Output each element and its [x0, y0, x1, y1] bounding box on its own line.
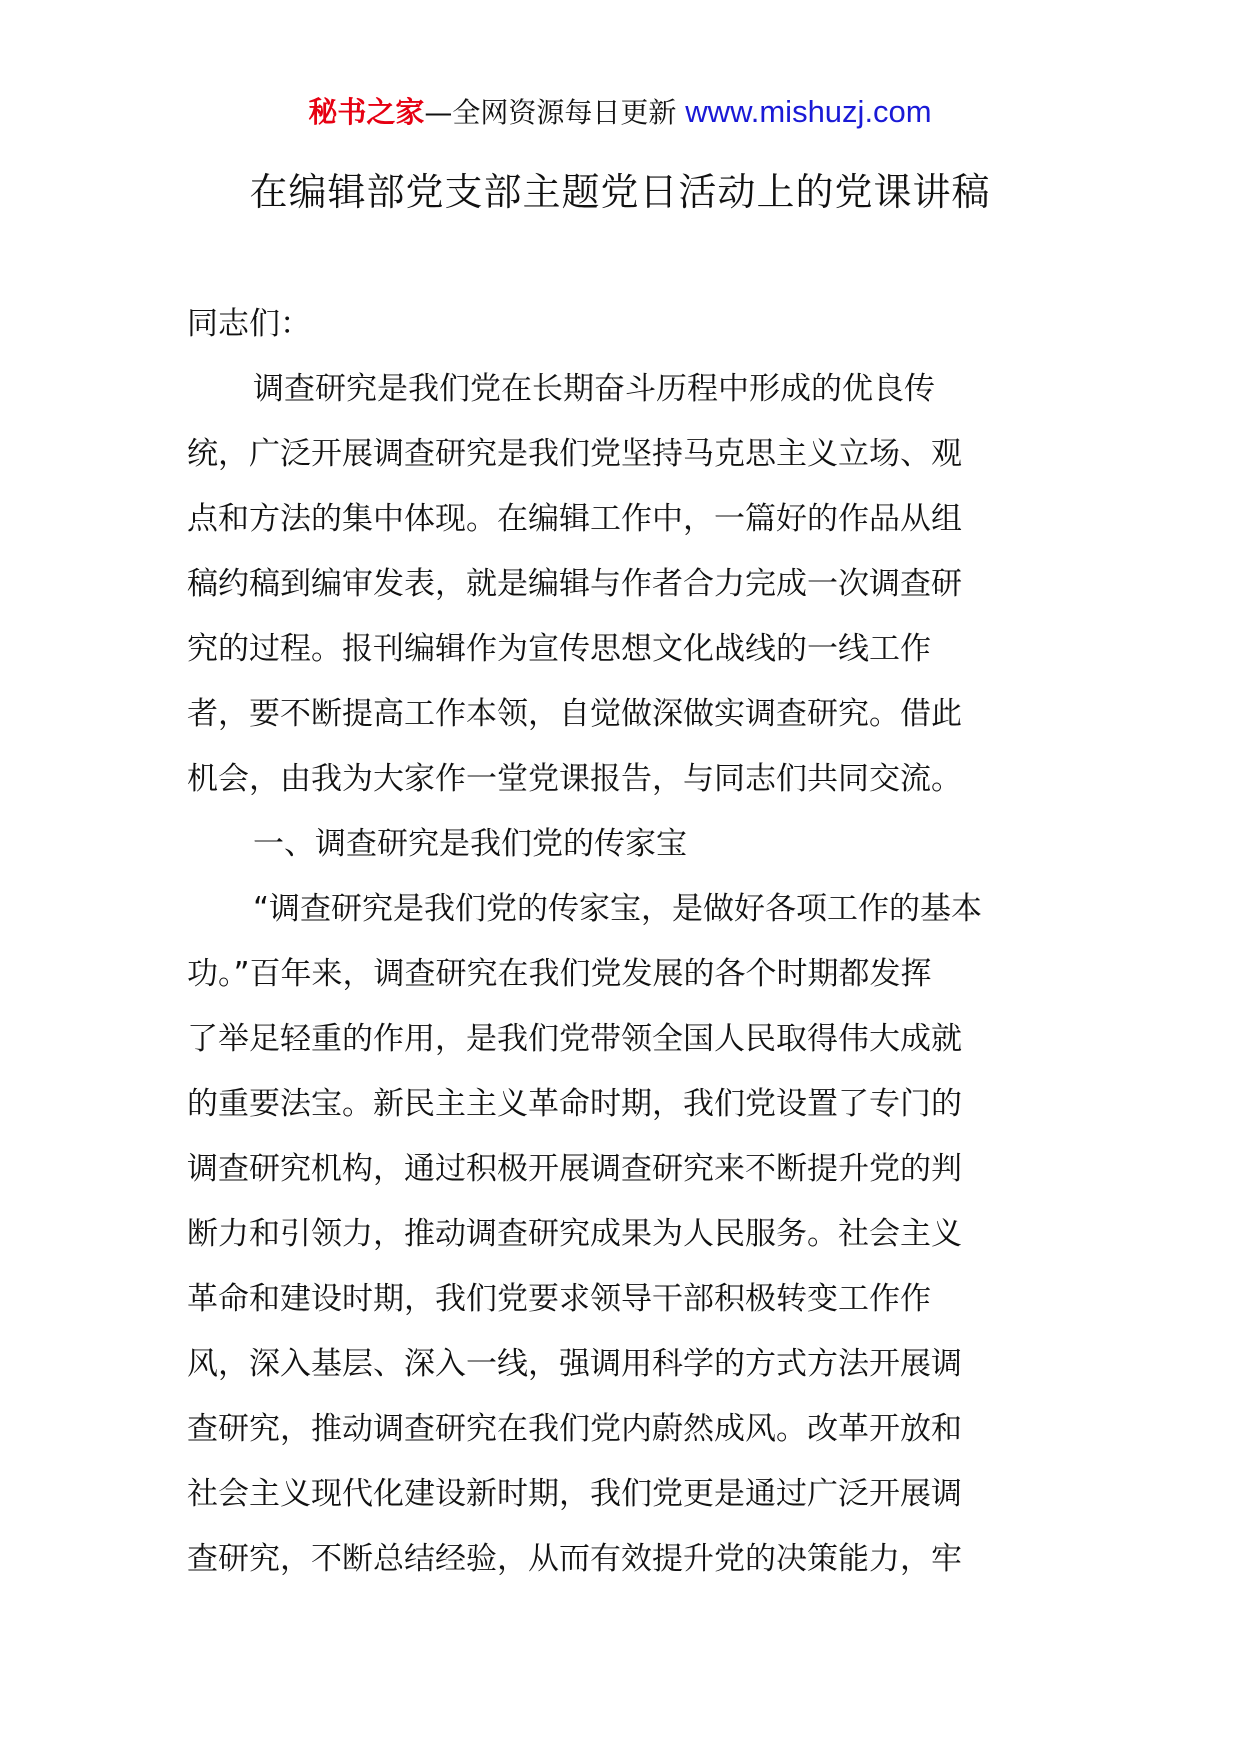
paragraph-line: 风，深入基层、深入一线，强调用科学的方式方法开展调	[187, 1346, 962, 1382]
paragraph-line: 调查研究是我们党在长期奋斗历程中形成的优良传	[253, 371, 935, 407]
site-url-link[interactable]: www.mishuzj.com	[685, 94, 932, 129]
paragraph-line: 社会主义现代化建设新时期，我们党更是通过广泛开展调	[187, 1476, 962, 1512]
paragraph-line: 统，广泛开展调查研究是我们党坚持马克思主义立场、观	[187, 436, 962, 472]
paragraph-line: 者，要不断提高工作本领，自觉做深做实调查研究。借此	[187, 696, 962, 732]
paragraph-line: 稿约稿到编审发表，就是编辑与作者合力完成一次调查研	[187, 566, 962, 602]
site-name: 秘书之家	[308, 95, 425, 129]
site-header	[0, 92, 1240, 133]
paragraph-line: 的重要法宝。新民主主义革命时期，我们党设置了专门的	[187, 1086, 962, 1122]
document-title: 在编辑部党支部主题党日活动上的党课讲稿	[249, 170, 991, 214]
document-body	[187, 292, 1057, 1592]
paragraph-line: 功。”百年来，调查研究在我们党发展的各个时期都发挥	[187, 956, 932, 992]
paragraph-line: 断力和引领力，推动调查研究成果为人民服务。社会主义	[187, 1216, 962, 1252]
paragraph-line: “调查研究是我们党的传家宝，是做好各项工作的基本	[253, 891, 983, 927]
paragraph-line: 查研究，不断总结经验，从而有效提升党的决策能力，牢	[187, 1541, 962, 1577]
paragraph-line: 调查研究机构，通过积极开展调查研究来不断提升党的判	[187, 1151, 962, 1187]
paragraph-line: 机会，由我为大家作一堂党课报告，与同志们共同交流。	[187, 761, 962, 797]
paragraph-line: 点和方法的集中体现。在编辑工作中，一篇好的作品从组	[187, 501, 962, 537]
section-heading: 一、调查研究是我们党的传家宝	[253, 826, 687, 862]
paragraph-line: 查研究，推动调查研究在我们党内蔚然成风。改革开放和	[187, 1411, 962, 1447]
paragraph-line: 究的过程。报刊编辑作为宣传思想文化战线的一线工作	[187, 631, 931, 667]
paragraph-line: 革命和建设时期，我们党要求领导干部积极转变工作作	[187, 1281, 931, 1317]
paragraph-line: 了举足轻重的作用，是我们党带领全国人民取得伟大成就	[187, 1021, 962, 1057]
site-tagline: —全网资源每日更新	[424, 96, 686, 129]
salutation: 同志们：	[187, 306, 311, 342]
